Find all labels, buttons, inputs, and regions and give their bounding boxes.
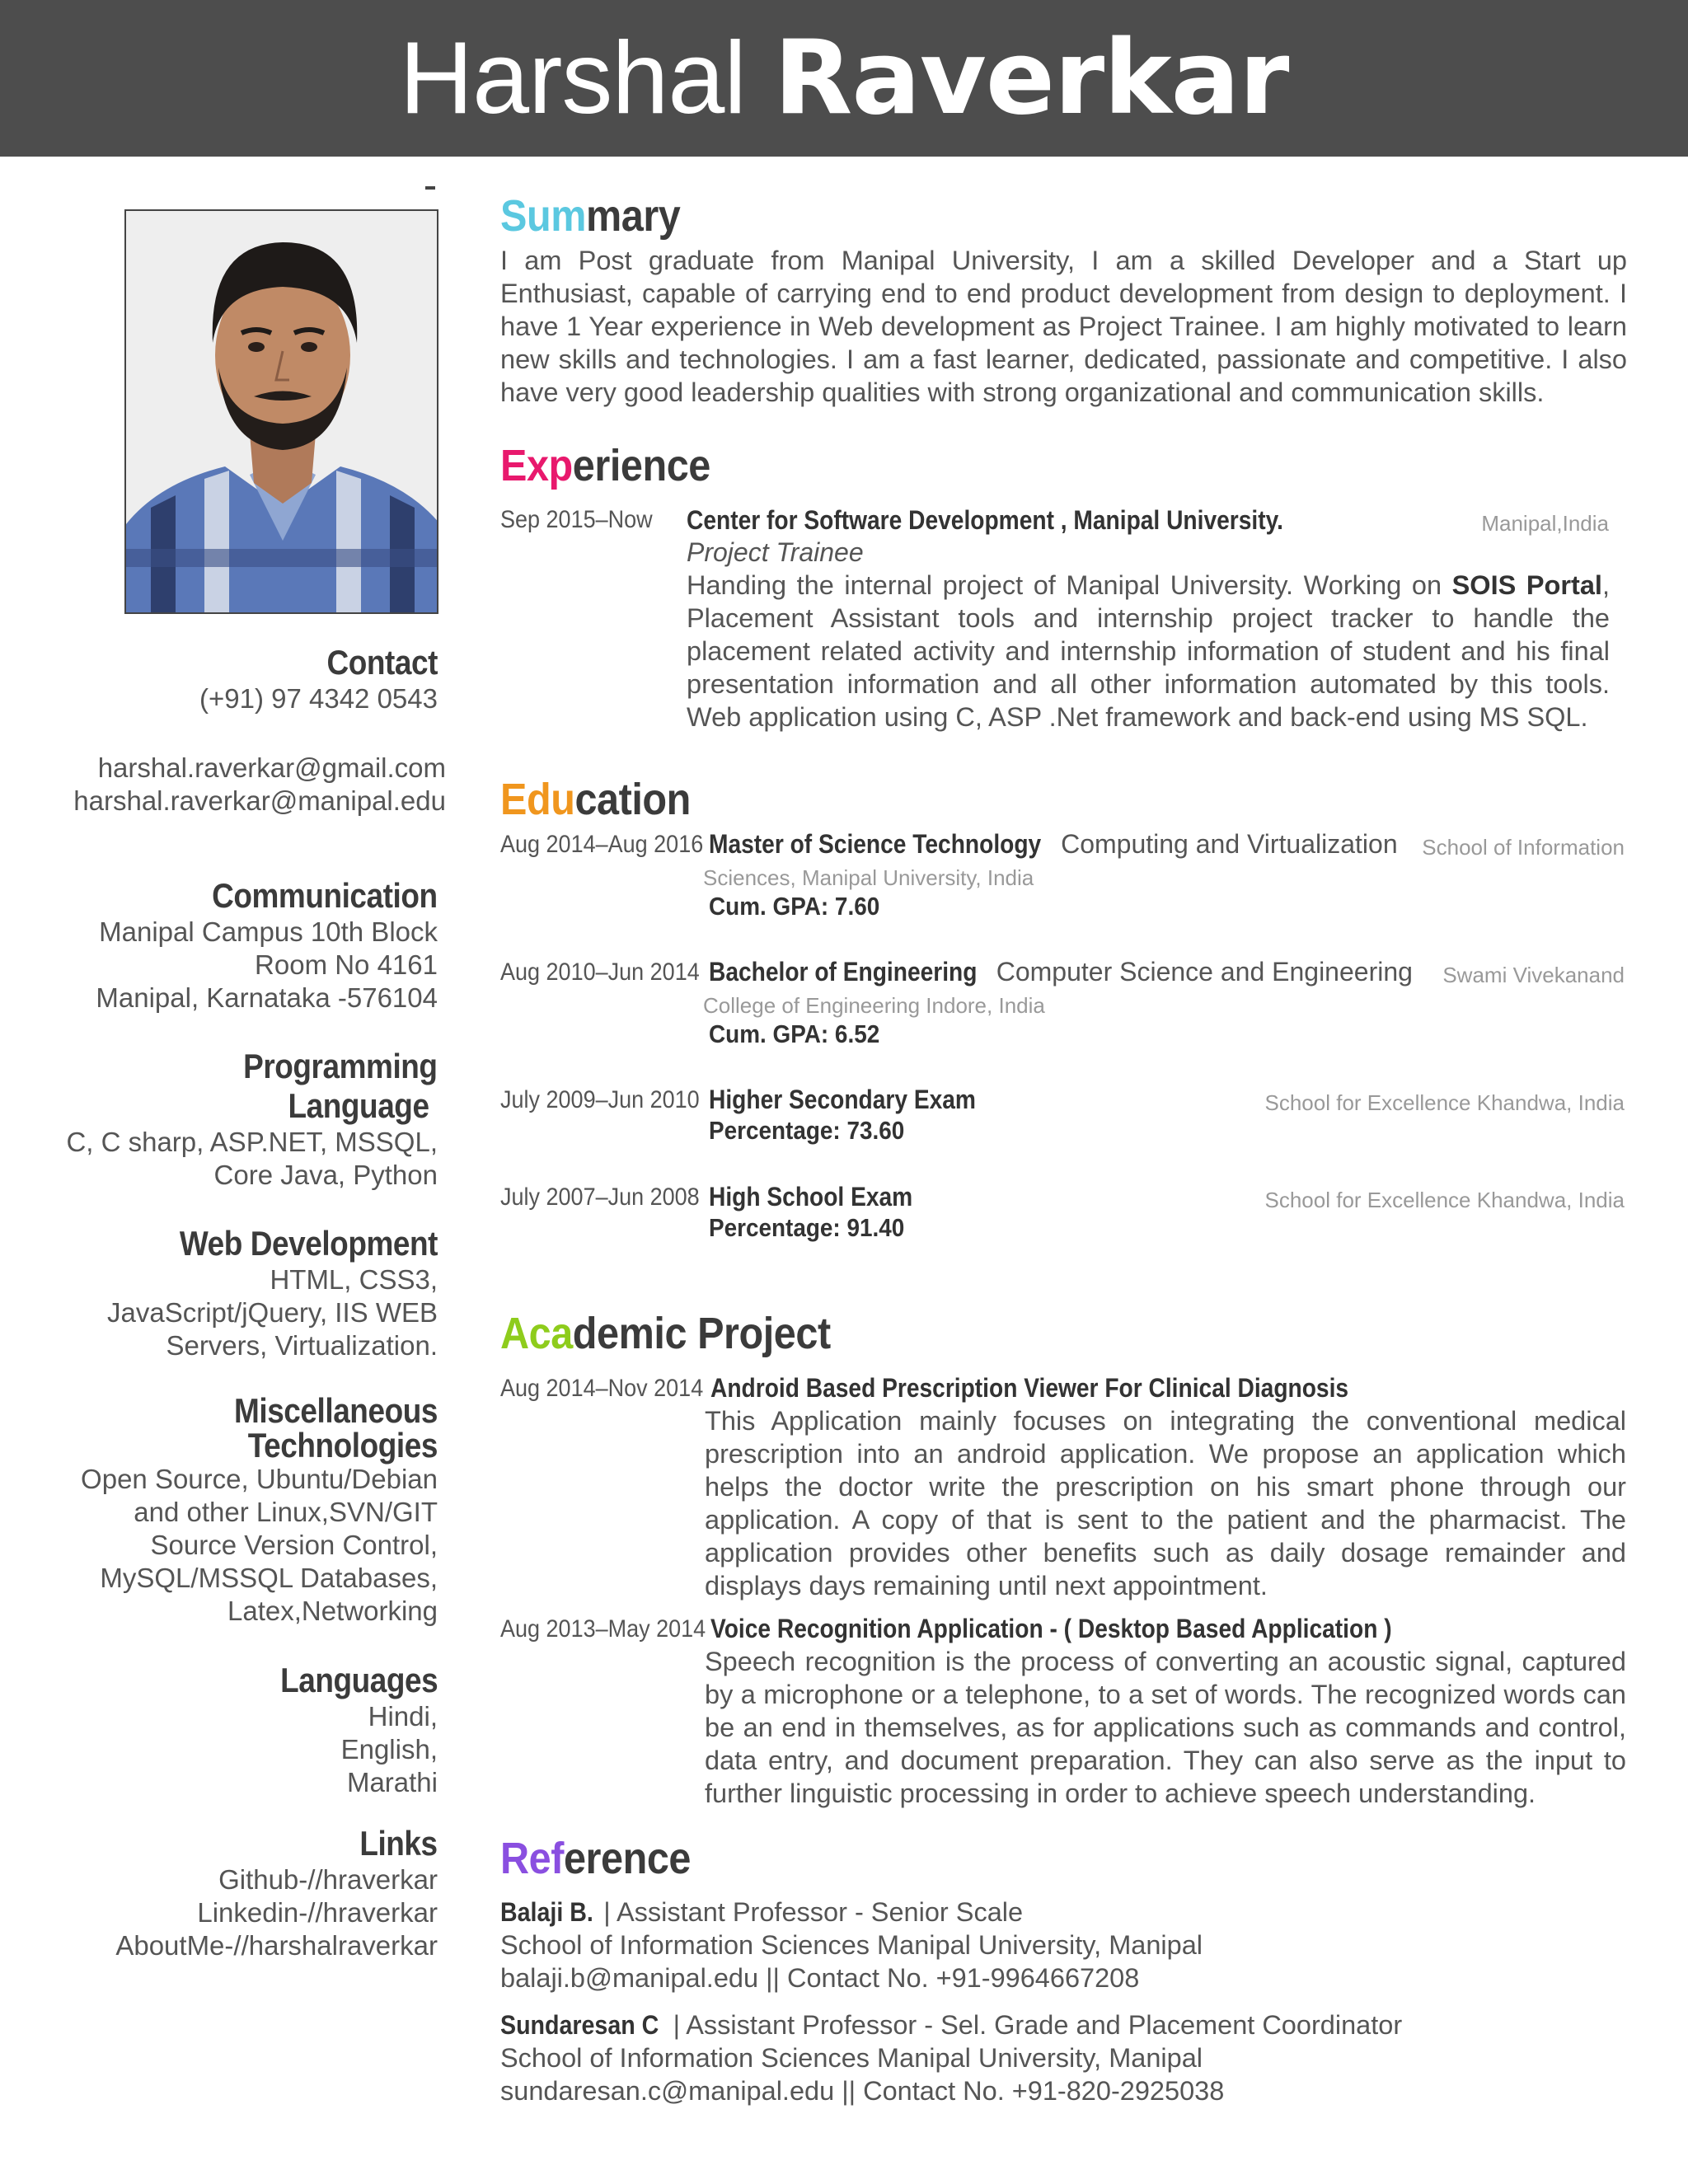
education-school: School for Excellence Khandwa, India [1264,1090,1625,1115]
education-date: Aug 2014–Aug 2016 [500,831,704,858]
project-title: Android Based Prescription Viewer For Clinical Diagnosis [710,1373,1349,1403]
links-heading: Links [359,1824,438,1863]
misc-section [81,1391,438,1628]
skill-line: Open Source, Ubuntu/Debian [81,1464,438,1494]
project-description: Speech recognition is the process of converting an acoustic signal, captured by a microphone or a telephone, to a set of words. The recognized words can be an end in themselves, as for applications such as commands and control, data entry, and document preparation. They can also serve as the input to further linguistic processing in order to achieve speech understanding. [705,1647,1626,1808]
education-school-line2: Sciences, Manipal University, India [703,865,1034,890]
skill-line: Servers, Virtualization. [166,1330,438,1361]
programming-heading-line2: Language [288,1086,429,1125]
skill-line: Source Version Control, [150,1530,438,1560]
languages-section [259,1661,438,1799]
experience-text-bold: SOIS Portal [1451,570,1602,600]
education-score: Cum. GPA: 7.60 [709,892,880,921]
misc-heading-line2: Technologies [247,1426,438,1465]
programming-heading: Programming [243,1047,438,1085]
skill-line: Core Java, Python [213,1160,438,1190]
last-name: Raverkar [773,19,1289,138]
summary-section [500,191,1627,409]
projects-heading-rest: demic Project [572,1309,831,1358]
education-heading [500,775,1514,824]
reference-name-line [500,1896,1627,1929]
reference-name-line [500,2008,1627,2041]
reference-name: Balaji B. [500,1897,593,1927]
language-item: English, [340,1734,438,1765]
address-line: Manipal Campus 10th Block [99,916,438,947]
projects-heading [500,1309,1514,1358]
project-date: Aug 2014–Nov 2014 [500,1375,704,1402]
skill-line: C, C sharp, ASP.NET, MSSQL, [66,1127,438,1157]
link-linkedin[interactable]: Linkedin-//hraverkar [197,1897,438,1928]
education-degree-line [709,957,1413,987]
summary-heading-accent: Sum [500,191,586,241]
reference-item [500,1896,1627,1994]
email-gmail[interactable]: harshal.raverkar@gmail.com [97,752,446,783]
contact-heading: Contact [326,643,438,682]
contact-section [199,643,438,715]
link-github[interactable]: Github-//hraverkar [218,1864,438,1895]
skill-line: Latex,Networking [227,1596,438,1626]
summary-text: I am Post graduate from Manipal University, I am a skilled Developer and a Start up Enthusiast, capable of carrying end to end product development from design to deployment. I have 1 Year experience in Web development as Project Trainee. I am highly motivated to learn new skills and technologies. I am a fast learner, dedicated, passionate and competitive. I also have very good leadership qualities with strong organizational and communication skills. [500,246,1627,407]
skill-line: and other Linux,SVN/GIT [134,1497,438,1527]
contact-phone: (+91) 97 4342 0543 [199,683,438,714]
education-school: School of Information [1422,835,1625,860]
project-description: This Application mainly focuses on integrating the conventional medical prescription into an android application. We propose an application which helps the doctor write the prescription on his smart phone through our application. A copy of that is sent to the patient and the pharmacist. The application provides other benefits such as daily dosage remainder and displays days remaining until next appointment. [705,1406,1626,1601]
experience-text-part2: , Placement Assistant tools and internship project tracker to handle the placement related activity and internship information of student and his final presentation information and all other information automated by this tools. Web application using C, ASP .Net framework and back-end using MS SQL. [687,570,1610,732]
communication-heading: Communication [212,876,438,915]
email-manipal[interactable]: harshal.raverkar@manipal.edu [73,785,446,816]
reference-heading [500,1834,1514,1883]
portrait-illustration [126,211,438,614]
address-line: Room No 4161 [255,949,438,980]
decorative-dash [425,186,435,190]
skill-line: MySQL/MSSQL Databases, [100,1563,438,1593]
misc-heading: Miscellaneous [234,1391,438,1430]
summary-heading [500,191,1514,241]
communication-section [96,876,438,1015]
reference-contact[interactable]: sundaresan.c@manipal.edu || Contact No. +91-820-2925038 [500,2076,1225,2106]
experience-text-part1: Handing the internal project of Manipal University. Working on [687,570,1452,600]
reference-institution: School of Information Sciences Manipal University, Manipal [500,2043,1203,2073]
reference-institution: School of Information Sciences Manipal University, Manipal [500,1930,1203,1960]
reference-role: | Assistant Professor - Sel. Grade and Placement Coordinator [673,2010,1403,2040]
education-degree: Master of Science Technology [709,829,1042,859]
education-school: Swami Vivekanand [1442,963,1625,987]
contact-emails [73,752,446,818]
reference-name: Sundaresan C [500,2010,659,2040]
education-score: Percentage: 91.40 [709,1213,905,1242]
web-section [107,1224,438,1362]
first-name: Harshal [399,21,746,135]
education-date: July 2009–Jun 2010 [500,1086,700,1113]
education-score: Cum. GPA: 6.52 [709,1019,880,1048]
reference-section [500,1834,1627,1883]
education-section [500,775,1627,824]
link-aboutme[interactable]: AboutMe-//harshalraverkar [115,1930,438,1961]
reference-role: | Assistant Professor - Senior Scale [603,1897,1024,1927]
reference-heading-rest: erence [563,1834,691,1883]
programming-section [66,1047,438,1192]
experience-section [500,441,1627,490]
skill-line: JavaScript/jQuery, IIS WEB [107,1297,438,1328]
links-section [115,1824,438,1962]
education-heading-rest: cation [574,775,691,824]
education-field: Computing and Virtualization [1061,829,1398,859]
language-item: Marathi [346,1767,438,1797]
web-heading: Web Development [179,1224,438,1263]
project-title: Voice Recognition Application - ( Desktop Based Application ) [710,1614,1392,1643]
experience-heading-rest: erience [572,441,710,490]
full-name [0,0,1688,157]
experience-date: Sep 2015–Now [500,506,653,533]
language-item: Hindi, [368,1701,438,1732]
experience-text [687,569,1610,733]
experience-heading-accent: Exp [500,441,573,490]
address-line: Manipal, Karnataka -576104 [96,982,438,1013]
education-degree: High School Exam [709,1182,913,1212]
summary-heading-rest: mary [585,191,681,241]
experience-role: Project Trainee [687,537,864,567]
education-degree-line [709,829,1398,860]
education-heading-accent: Edu [500,775,575,824]
header-bar [0,0,1688,157]
education-degree: Bachelor of Engineering [709,957,978,987]
education-school: School for Excellence Khandwa, India [1264,1188,1625,1212]
project-date: Aug 2013–May 2014 [500,1615,706,1643]
education-degree: Higher Secondary Exam [709,1085,976,1114]
experience-heading [500,441,1514,490]
education-field: Computer Science and Engineering [996,957,1413,987]
reference-contact[interactable]: balaji.b@manipal.edu || Contact No. +91-9964667208 [500,1963,1140,1993]
education-date: July 2007–Jun 2008 [500,1183,700,1211]
projects-section [500,1309,1627,1358]
languages-heading: Languages [279,1661,438,1699]
experience-org: Center for Software Development , Manipal University. [687,505,1283,535]
experience-location: Manipal,India [1481,511,1609,536]
education-score: Percentage: 73.60 [709,1116,905,1145]
reference-heading-accent: Ref [500,1834,564,1883]
profile-photo [124,209,438,614]
projects-heading-accent: Aca [500,1309,573,1358]
education-date: Aug 2010–Jun 2014 [500,958,700,986]
education-school-line2: College of Engineering Indore, India [703,993,1045,1018]
skill-line: HTML, CSS3, [270,1264,438,1295]
reference-item [500,2008,1627,2107]
